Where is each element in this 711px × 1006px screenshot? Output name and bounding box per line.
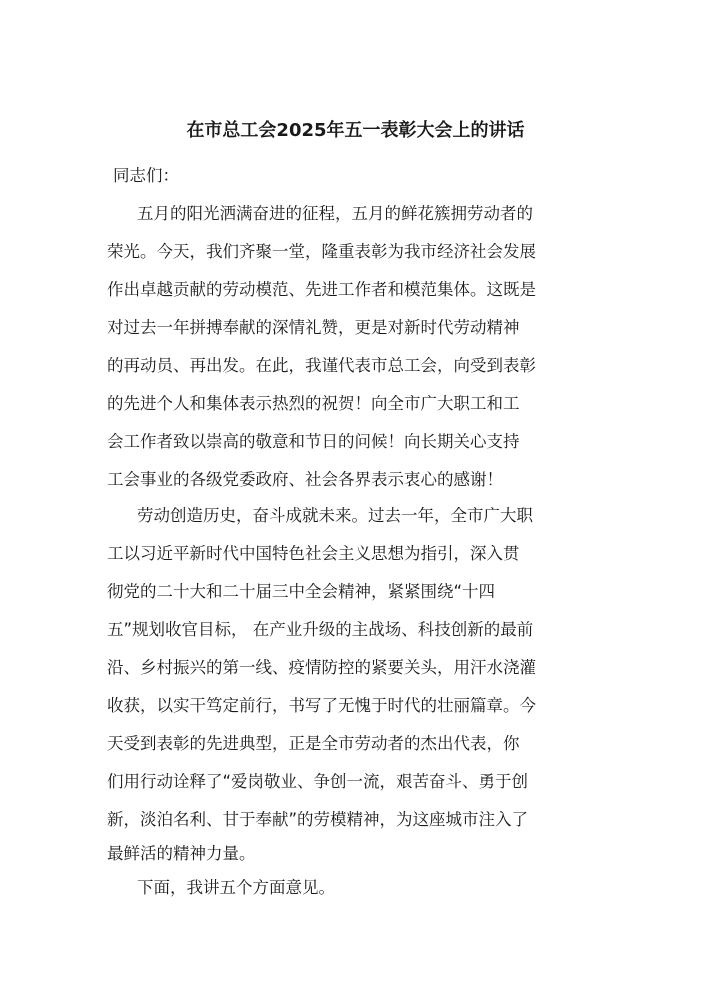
paragraph-line: 的先进个人和集体表示热烈的祝贺！向全市广大职工和工 bbox=[107, 394, 520, 413]
paragraph-line: 天受到表彰的先进典型，正是全市劳动者的杰出代表，你 bbox=[107, 734, 520, 753]
paragraph-line: 沿、乡村振兴的第一线、疫情防控的紧要关头，用汗水浇灌 bbox=[107, 658, 536, 677]
paragraph-line: 收获，以实干笃定前行，书写了无愧于时代的壮丽篇章。今 bbox=[107, 696, 536, 715]
paragraph-line: 荣光。今天，我们齐聚一堂，隆重表彰为我市经济社会发展 bbox=[107, 242, 536, 261]
paragraph-line: 的再动员、再出发。在此，我谨代表市总工会，向受到表彰 bbox=[107, 356, 536, 375]
salutation: 同志们： bbox=[113, 166, 179, 185]
paragraph-line: 五”规划收官目标， 在产业升级的主战场、科技创新的最前 bbox=[107, 620, 534, 639]
paragraph-line: 会工作者致以崇高的敬意和节日的问候！向长期关心支持 bbox=[107, 432, 520, 451]
paragraph-line: 新，淡泊名利、甘于奉献”的劳模精神，为这座城市注入了 bbox=[107, 810, 529, 829]
paragraph-line: 劳动创造历史，奋斗成就未来。过去一年，全市广大职 bbox=[137, 506, 533, 525]
paragraph-line: 作出卓越贡献的劳动模范、先进工作者和模范集体。这既是 bbox=[107, 280, 536, 299]
paragraph-line: 彻党的二十大和二十届三中全会精神，紧紧围绕“十四 bbox=[107, 582, 496, 601]
paragraph-line: 最鲜活的精神力量。 bbox=[107, 844, 256, 863]
paragraph-line: 工以习近平新时代中国特色社会主义思想为指引，深入贯 bbox=[107, 544, 520, 563]
paragraph-line: 们用行动诠释了“爱岗敬业、争创一流，艰苦奋斗、勇于创 bbox=[107, 772, 529, 791]
document-title: 在市总工会2025年五一表彰大会上的讲话 bbox=[186, 120, 525, 141]
paragraph-line: 五月的阳光洒满奋进的征程，五月的鲜花簇拥劳动者的 bbox=[137, 204, 533, 223]
paragraph-line: 下面，我讲五个方面意见。 bbox=[137, 878, 335, 897]
paragraph-line: 对过去一年拼搏奉献的深情礼赞，更是对新时代劳动精神 bbox=[107, 318, 520, 337]
paragraph-line: 工会事业的各级党委政府、社会各界表示衷心的感谢！ bbox=[107, 470, 503, 489]
